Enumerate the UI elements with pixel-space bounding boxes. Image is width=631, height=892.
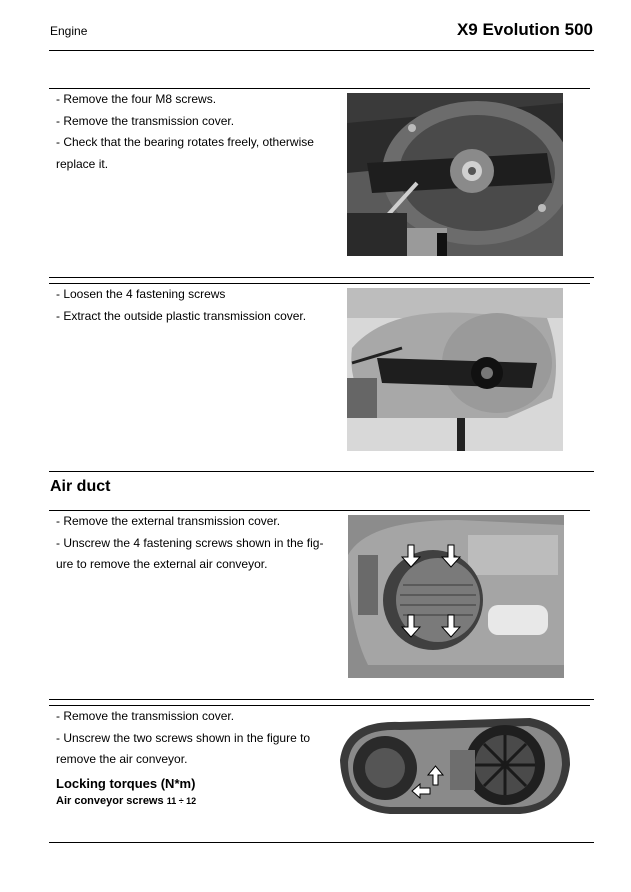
step-3-line: - Unscrew the 4 fastening screws shown in the fig- [56, 535, 324, 550]
step-4-divider [49, 699, 594, 700]
torque-row [56, 793, 310, 809]
step-2-line: - Extract the outside plastic transmission cover. [56, 308, 307, 323]
torque-value: 11 ÷ 12 [166, 795, 197, 806]
footer-divider [49, 842, 594, 843]
outside-plastic-cover-photo [347, 288, 563, 451]
step-1-line: replace it. [56, 156, 109, 171]
transmission-cover-inner-photo [330, 710, 583, 822]
section-divider [49, 471, 594, 472]
step-4-line: remove the air conveyor. [56, 752, 188, 766]
step-3-line: - Remove the external transmission cover. [56, 514, 281, 528]
step-1-line: - Remove the transmission cover. [56, 113, 235, 128]
model-title: X9 Evolution 500 [456, 20, 593, 39]
torque-label: Air conveyor screws [56, 794, 164, 807]
step-4-line: - Remove the transmission cover. [56, 709, 235, 723]
step-2-line: - Loosen the 4 fastening screws [56, 287, 226, 301]
step-2-text [56, 284, 306, 327]
step-4-text [56, 706, 310, 809]
air-conveyor-screws-photo [348, 515, 564, 678]
step-1-line: - Check that the bearing rotates freely, otherwise [56, 135, 314, 149]
step-4-line: - Unscrew the two screws shown in the figure to [56, 730, 311, 745]
chapter-label: Engine [50, 24, 88, 38]
step-2-divider [49, 277, 594, 278]
step-3-line: ure to remove the external air conveyor. [56, 557, 268, 571]
torque-heading: Locking torques (N*m) [56, 775, 196, 791]
transmission-cover-bearing-photo [347, 93, 563, 256]
header-divider [49, 50, 594, 51]
step-1-line: - Remove the four M8 screws. [56, 92, 217, 106]
step-3-text [56, 511, 323, 576]
step-1-text [56, 89, 314, 175]
section-title: Air duct [50, 478, 111, 495]
